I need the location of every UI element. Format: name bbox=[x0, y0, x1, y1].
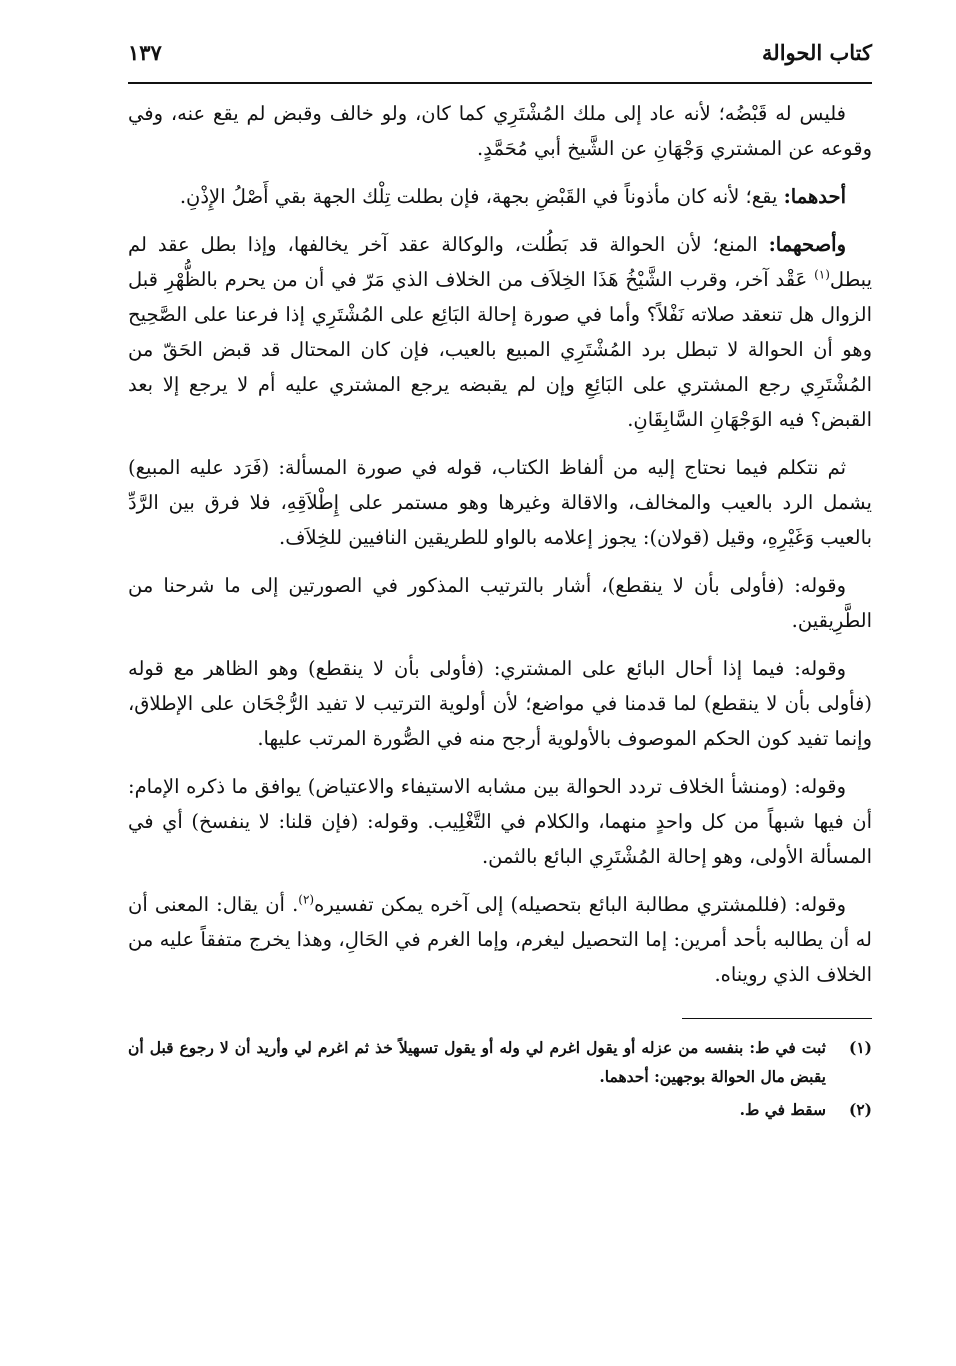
footnote-ref-2: (٢) bbox=[298, 892, 315, 907]
paragraph-text: وقوله: (ومنشأ الخلاف تردد الحوالة بين مشابه الاستيفاء والاعتياض) يوافق ما ذكره الإمام: أن فيها شبهاً من كل واحدٍ منهما، والكلام في التَّغْلِيب. وقوله: (فإن قلنا: لا ينفسخ) أي في المسألة الأولى، وهو إحالة المُشْتَرِي البائع بالثمن. bbox=[128, 775, 872, 868]
footnote-text: سقط في ط. bbox=[739, 1100, 826, 1119]
footnote-rule bbox=[682, 1018, 872, 1019]
paragraph-text-cont: عَقْد آخر، وقرب الشَّيْخُ هَذَا الخِلاَف من الخلاف الذي مَرّ في أن من يحرم بالظُّهْرِ قبل الزوال هل تنعقد صلاته نَفْلاً؟ وأما في صورة إحالة البَائِع على المُشْتَرِي إذا فرعنا على الصَّحِيح وهو أن الحوالة لا تبطل برد المُشْتَرِي المبيع بالعيب، فإن كان المحتال قد قبض الحَقّ من المُشْتَرِي رجع المشتري على البَائِعِ وإن لم يقبضه يرجع المشتري عليه أم لا يرجع إلا بعد القبض؟ فيه الوَجْهَانِ السَّابِقَانِ. bbox=[128, 268, 872, 431]
paragraph-text: فليس له قَبْضُه؛ لأنه عاد إلى ملك المُشْتَرِي كما كان، ولو خالف وقبض لم يقع عنه، وفي وقوعه عن المشتري وَجْهَانِ عن الشَّيخ أبي مُحَمَّدٍ. bbox=[128, 102, 872, 160]
paragraph-3 bbox=[128, 227, 872, 437]
paragraph-7 bbox=[128, 769, 872, 874]
footnote-ref-1: (١) bbox=[814, 267, 830, 282]
footnote-1 bbox=[128, 1033, 872, 1091]
page-header bbox=[128, 40, 872, 82]
header-rule bbox=[128, 82, 872, 84]
footnote-number: (١) bbox=[848, 1038, 872, 1057]
paragraph-text: المنع؛ لأن الحوالة قد بَطُلت، والوكالة عقد آخر يخالفها، وإذا بطل عقد لم يبطل bbox=[128, 233, 872, 291]
running-title: كتاب الحوالة bbox=[762, 40, 872, 65]
page-number: ١٣٧ bbox=[128, 40, 162, 65]
paragraph-4 bbox=[128, 450, 872, 555]
document-page bbox=[128, 40, 872, 1128]
footnote-text: ثبت في ط: بنفسه من عزله أو يقول اغرم لي وله أو يقول تسهيلاً خذ ثم اغرم لي وأريد أن لا رجوع قبل أن يقبض مال الحوالة بوجهين: أحدهما. bbox=[128, 1038, 826, 1086]
footnote-number: (٢) bbox=[848, 1100, 872, 1119]
footnotes bbox=[128, 1033, 872, 1124]
paragraph-6 bbox=[128, 651, 872, 756]
paragraph-text: وقوله: (فأولى بأن لا ينقطع)، أشار بالترتيب المذكور في الصورتين إلى ما شرحنا من الطَّرِيقين. bbox=[128, 574, 872, 632]
paragraph-text: وقوله: فيما إذا أحال البائع على المشتري: (فأولى بأن لا ينقطع) وهو الظاهر مع قوله (فأولى بأن لا ينقطع) لما قدمنا في مواضع؛ لأن أولوية الترتيب لا تفيد الرُّجْحَان على الإطلاق، وإنما تفيد كون الحكم الموصوف بالأولوية أرجح منه في الصُّورة المرتب عليها. bbox=[128, 657, 872, 750]
footnote-2 bbox=[128, 1095, 872, 1124]
paragraph-lead: أحدهما: bbox=[783, 185, 846, 208]
paragraph-8 bbox=[128, 887, 872, 992]
paragraph-1 bbox=[128, 96, 872, 166]
paragraph-2 bbox=[128, 179, 872, 214]
paragraph-text: يقع؛ لأنه كان مأذوناً في القَبْضِ بجهة، فإن بطلت تِلْك الجهة بقي أَصْلُ الإِذْنِ. bbox=[179, 185, 784, 208]
paragraph-text-cont: . أن يقال: المعنى أن له أن يطالبه بأحد أمرين: إما التحصيل ليغرم، وإما الغرم في الحَالِ، وهذا يخرج متفقاً عليه من الخلاف الذي رويناه. bbox=[128, 893, 872, 986]
paragraph-text: ثم نتكلم فيما نحتاج إليه من ألفاظ الكتاب، قوله في صورة المسألة: (فَرَد عليه المبيع) يشمل الرد بالعيب والمخالف، والاقالة وغيرها وهو مستمر على إِطْلاَقِهِ، فلا فرق بين الرَّدِّ بالعيب وَغَيْرِهِ، وقيل (قولان): يجوز إعلامه بالواو للطريقين النافيين للخِلاَف. bbox=[128, 456, 872, 549]
paragraph-text: وقوله: (فللمشتري مطالبة البائع بتحصيله) إلى آخره يمكن تفسيره bbox=[314, 893, 846, 916]
body-text bbox=[128, 96, 872, 992]
paragraph-lead: وأصحهما: bbox=[768, 233, 846, 256]
paragraph-5 bbox=[128, 568, 872, 638]
